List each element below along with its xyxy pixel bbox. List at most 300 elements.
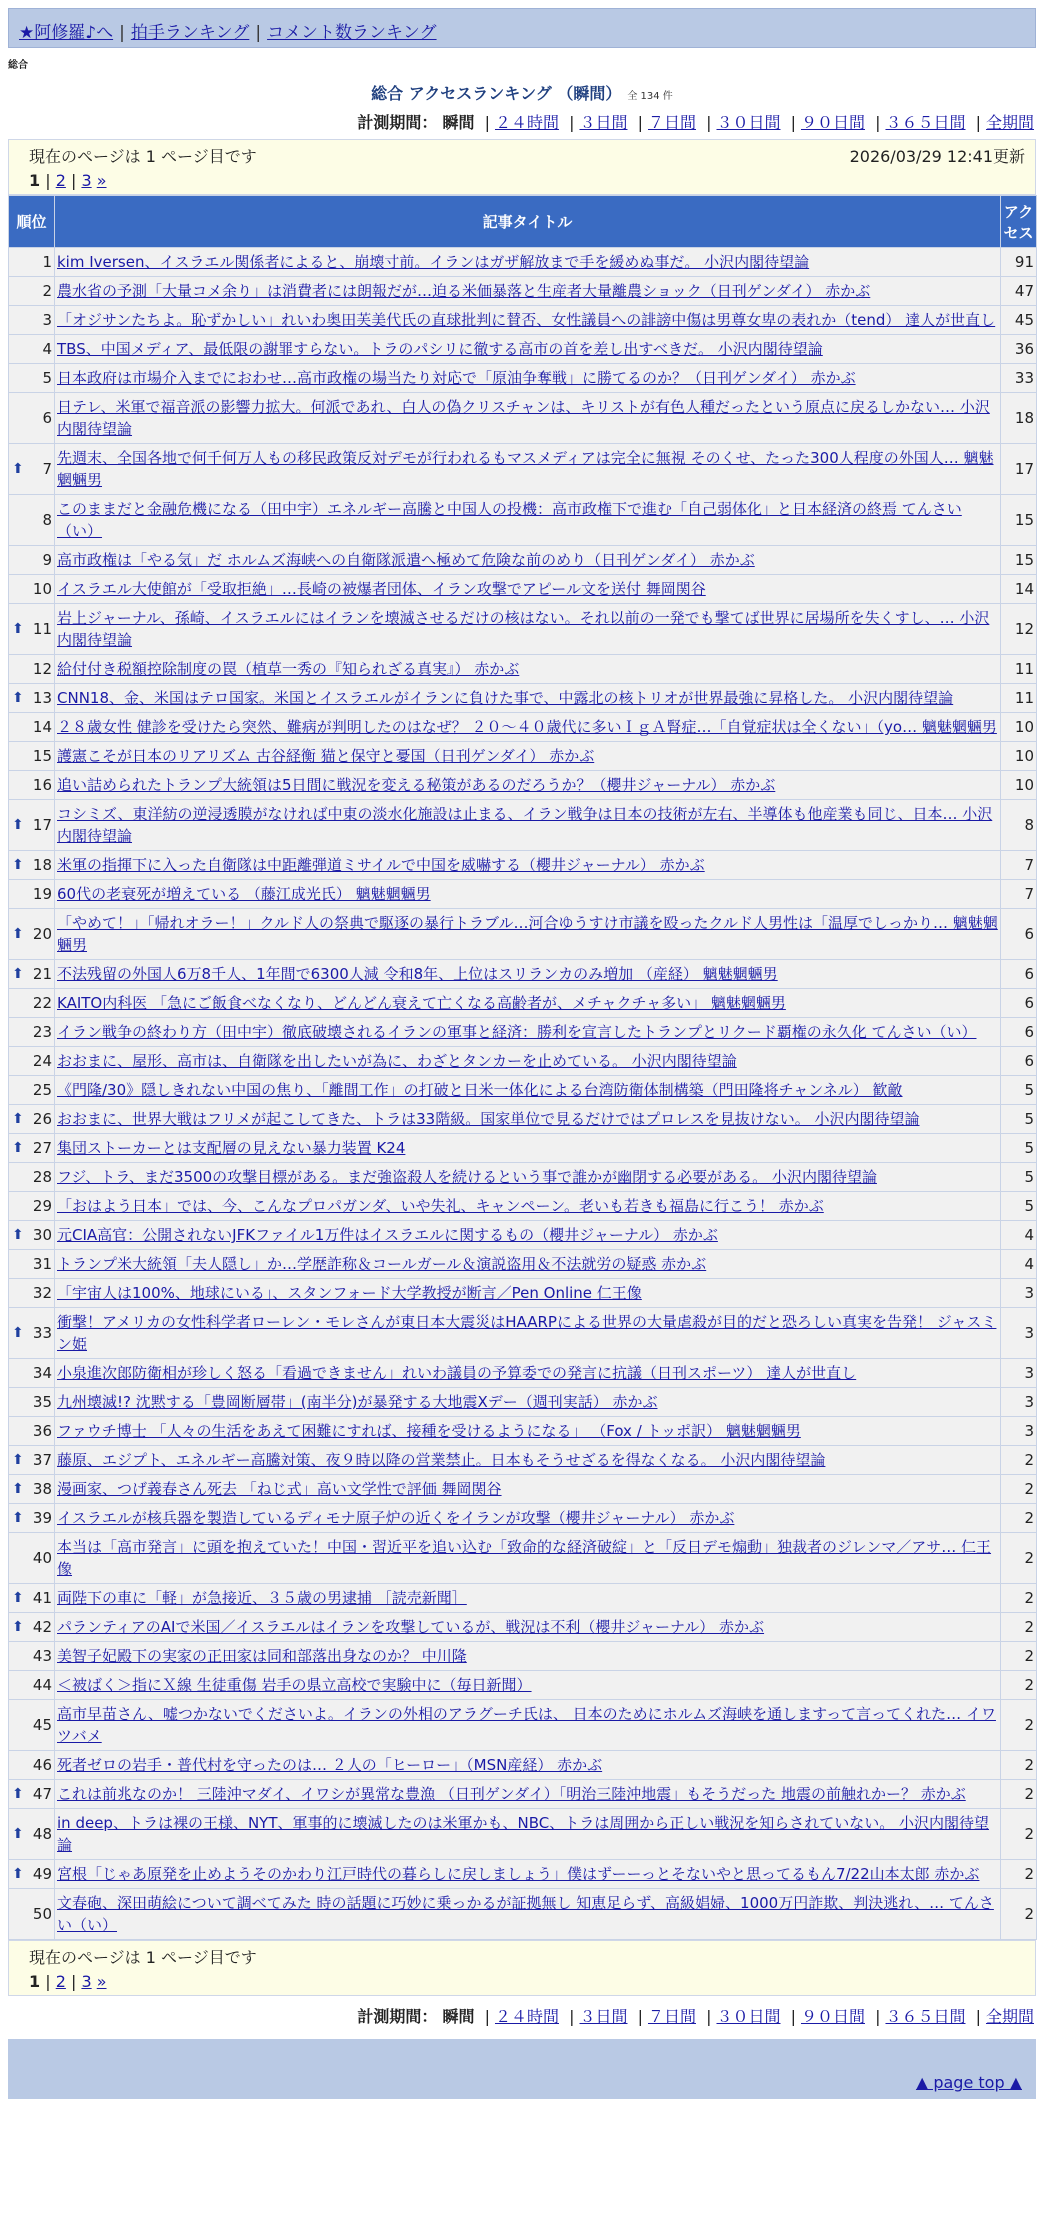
- article-title-link[interactable]: ２８歳女性 健診を受けたら突然、難病が判明したのはなぜ？ ２０～４０歳代に多いＩｇＡ腎症…「自覚症状は全くない」（yo… 魑魅魍魎男: [57, 718, 997, 736]
- title-cell: [55, 495, 1001, 546]
- footer-bar: [8, 2039, 1036, 2067]
- title-cell: [55, 713, 1001, 742]
- article-title-link[interactable]: おおまに、世界大戦はフリメが起こしてきた、トラは33階級。国家単位で見るだけではプロレスを見抜けない。 小沢内閣待望論: [57, 1110, 920, 1128]
- up-arrow-icon: ⬆: [12, 1452, 24, 1468]
- rank-number: 42: [32, 1618, 52, 1636]
- rank-number: 28: [32, 1168, 52, 1186]
- access-count: 7: [1001, 880, 1037, 909]
- rank-cell: [9, 1475, 55, 1504]
- period-link-7d[interactable]: ７日間: [647, 2007, 696, 2026]
- rank-cell: [9, 495, 55, 546]
- title-cell: [55, 575, 1001, 604]
- title-cell: [55, 1642, 1001, 1671]
- table-row: [9, 1584, 1037, 1613]
- rank-cell: [9, 1221, 55, 1250]
- table-row: [9, 1700, 1037, 1751]
- article-title-link[interactable]: ファウチ博士 「人々の生活をあえて困難にすれば、接種を受けるようになる」 （Fox / トッポ訳） 魑魅魍魎男: [57, 1422, 801, 1440]
- article-title-link[interactable]: 「おはよう日本」では、今、こんなプロパガンダ、いや失礼、キャンペーン。老いも若きも福島に行こう！ 赤かぶ: [57, 1197, 824, 1215]
- article-title-link[interactable]: 集団ストーカーとは支配層の見えない暴力装置 K24: [57, 1139, 406, 1157]
- period-link-3d[interactable]: ３日間: [579, 2007, 628, 2026]
- period-link-90d[interactable]: ９０日間: [800, 2007, 865, 2026]
- rank-number: 30: [32, 1226, 52, 1244]
- rank-cell: [9, 1780, 55, 1809]
- rank-cell: [9, 1076, 55, 1105]
- title-cell: [55, 277, 1001, 306]
- rank-cell: [9, 1308, 55, 1359]
- page-top-link[interactable]: ▲ page top ▲: [915, 2073, 1022, 2092]
- period-selector-top: 計測期間： 瞬間 | ２４時間 | ３日間 | ７日間 | ３０日間 | ９０日間 | ３６５日間 | 全期間: [357, 113, 1034, 132]
- title-cell: [55, 364, 1001, 393]
- article-title-link[interactable]: 衝撃！アメリカの女性科学者ローレン・モレさんが東日本大震災はHAARPによる世界の大量虐殺が目的だと恐ろしい真実を告発！ ジャスミン姫: [57, 1313, 997, 1353]
- article-title-link[interactable]: イラン戦争の終わり方（田中宇）徹底破壊されるイランの軍事と経済：勝利を宣言したトランプとリクード覇権の永久化 てんさい（い）: [57, 1023, 977, 1041]
- rank-number: 12: [32, 660, 52, 678]
- rank-cell: [9, 1192, 55, 1221]
- period-link-365d[interactable]: ３６５日間: [885, 2007, 966, 2026]
- pager-page-2[interactable]: 2: [55, 1972, 66, 1991]
- article-title-link[interactable]: in deep、トラは裸の王様、NYT、軍事的に壊滅したのは米軍かも、NBC、トラは周囲から正しい戦況を知らされていない。 小沢内閣待望論: [57, 1814, 989, 1854]
- up-arrow-icon: ⬆: [12, 1510, 24, 1526]
- pager-page-2[interactable]: 2: [55, 171, 66, 190]
- title-cell: [55, 1279, 1001, 1308]
- table-row: [9, 1809, 1037, 1860]
- title-cell: [55, 1359, 1001, 1388]
- rank-number: 45: [32, 1716, 52, 1734]
- title-cell: [55, 909, 1001, 960]
- access-count: 91: [1001, 248, 1037, 277]
- title-cell: [55, 1809, 1001, 1860]
- up-arrow-icon: ⬆: [12, 1619, 24, 1635]
- rank-number: 50: [32, 1905, 52, 1923]
- comment-ranking-link[interactable]: コメント数ランキング: [267, 23, 437, 43]
- period-link-24h[interactable]: ２４時間: [494, 2007, 559, 2026]
- title-cell: [55, 1613, 1001, 1642]
- rank-number: 34: [32, 1364, 52, 1382]
- ranking-table: [8, 195, 1037, 1940]
- rank-cell: [9, 604, 55, 655]
- access-count: 5: [1001, 1134, 1037, 1163]
- title-cell: [55, 989, 1001, 1018]
- rank-cell: [9, 1388, 55, 1417]
- access-count: 2: [1001, 1671, 1037, 1700]
- title-cell: [55, 1504, 1001, 1533]
- table-row: [9, 713, 1037, 742]
- period-link-all[interactable]: 全期間: [985, 2007, 1034, 2026]
- article-title-link[interactable]: 護憲こそが日本のリアリズム 古谷経衡 猫と保守と憂国（日刊ゲンダイ） 赤かぶ: [57, 747, 595, 765]
- rank-number: 6: [42, 409, 52, 427]
- article-title-link[interactable]: 九州壊滅!? 沈黙する「豊岡断層帯」(南半分)が暴発する大地震Xデー（週刊実話） 赤かぶ: [57, 1393, 658, 1411]
- access-count: 6: [1001, 1047, 1037, 1076]
- article-title-link[interactable]: 文春砲、深田萌絵について調べてみた 時の話題に巧妙に乗っかるが証拠無し 知恵足らず、高級娼婦、1000万円詐欺、判決逃れ、… てんさい（い）: [57, 1894, 994, 1934]
- rank-number: 17: [32, 816, 52, 834]
- article-title-link[interactable]: 「宇宙人は100%、地球にいる」、スタンフォード大学教授が断言／Pen Online 仁王像: [57, 1284, 642, 1302]
- title-cell: [55, 1446, 1001, 1475]
- access-count: 6: [1001, 960, 1037, 989]
- access-count: 2: [1001, 1642, 1037, 1671]
- title-cell: [55, 655, 1001, 684]
- access-count: 5: [1001, 1192, 1037, 1221]
- article-title-link[interactable]: KAITO内科医 「急にご飯食べなくなり、どんどん衰えて亡くなる高齢者が、メチャクチャ多い」 魑魅魍魎男: [57, 994, 786, 1012]
- rank-cell: [9, 546, 55, 575]
- title-cell: [55, 1700, 1001, 1751]
- rank-cell: [9, 909, 55, 960]
- pager-status: 現在のページは 1 ページ目です: [29, 147, 257, 166]
- period-link-3d[interactable]: ３日間: [579, 113, 628, 132]
- rank-cell: [9, 1163, 55, 1192]
- rank-number: 27: [32, 1139, 52, 1157]
- article-title-link[interactable]: 日テレ、米軍で福音派の影響力拡大。何派であれ、白人の偽クリスチャンは、キリストが有色人種だったという原点に戻るしかない… 小沢内閣待望論: [57, 398, 990, 438]
- access-count: 33: [1001, 364, 1037, 393]
- rank-cell: [9, 1642, 55, 1671]
- access-count: 8: [1001, 800, 1037, 851]
- table-row: [9, 851, 1037, 880]
- access-count: 15: [1001, 546, 1037, 575]
- rank-number: 48: [32, 1825, 52, 1843]
- table-row: [9, 364, 1037, 393]
- access-count: 17: [1001, 444, 1037, 495]
- rank-cell: [9, 1105, 55, 1134]
- table-row: [9, 1359, 1037, 1388]
- rank-cell: [9, 444, 55, 495]
- table-row: [9, 1417, 1037, 1446]
- table-row: [9, 655, 1037, 684]
- rank-number: 4: [42, 340, 52, 358]
- title-cell: [55, 1047, 1001, 1076]
- access-count: 2: [1001, 1504, 1037, 1533]
- rank-cell: [9, 1700, 55, 1751]
- access-count: 11: [1001, 684, 1037, 713]
- table-row: [9, 1533, 1037, 1584]
- article-title-link[interactable]: おおまに、屋形、高市は、自衛隊を出したいが為に、わざとタンカーを止めている。 小沢内閣待望論: [57, 1052, 737, 1070]
- up-arrow-icon: ⬆: [12, 857, 24, 873]
- title-cell: [55, 1860, 1001, 1889]
- title-cell: [55, 1221, 1001, 1250]
- access-count: 5: [1001, 1105, 1037, 1134]
- article-title-link[interactable]: このままだと金融危機になる（田中宇）エネルギー高騰と中国人の投機：高市政権下で進む「自己弱体化」と日本経済の終焉 てんさい（い）: [57, 500, 962, 540]
- period-label: 計測期間：: [357, 113, 438, 132]
- rank-number: 24: [32, 1052, 52, 1070]
- rank-number: 25: [32, 1081, 52, 1099]
- access-count: 18: [1001, 393, 1037, 444]
- access-count: 2: [1001, 1700, 1037, 1751]
- rank-cell: [9, 800, 55, 851]
- rank-number: 49: [32, 1865, 52, 1883]
- rank-cell: [9, 1446, 55, 1475]
- rank-number: 47: [32, 1785, 52, 1803]
- up-arrow-icon: ⬆: [12, 1481, 24, 1497]
- article-title-link[interactable]: 岩上ジャーナル、孫崎、イスラエルにはイランを壊滅させるだけの核はない。それ以前の一発でも撃てば世界に居場所を失くすし、… 小沢内閣待望論: [57, 609, 990, 649]
- rank-cell: [9, 364, 55, 393]
- access-count: 2: [1001, 1446, 1037, 1475]
- rank-number: 23: [32, 1023, 52, 1041]
- rank-number: 40: [32, 1549, 52, 1567]
- col-access-header: アクセス: [1001, 196, 1037, 248]
- table-row: [9, 306, 1037, 335]
- pager-status: 現在のページは 1 ページ目です: [29, 1948, 257, 1967]
- rank-cell: [9, 1889, 55, 1940]
- rank-number: 8: [42, 511, 52, 529]
- up-arrow-icon: ⬆: [12, 1111, 24, 1127]
- title-cell: [55, 335, 1001, 364]
- article-title-link[interactable]: 60代の老衰死が増えている （藤江成光氏） 魑魅魍魎男: [57, 885, 431, 903]
- title-cell: [55, 1533, 1001, 1584]
- pager-current-page: 1: [29, 171, 41, 190]
- home-link[interactable]: ★阿修羅♪へ: [19, 23, 114, 43]
- access-count: 2: [1001, 1751, 1037, 1780]
- rank-number: 1: [42, 253, 52, 271]
- article-title-link[interactable]: 藤原、エジプト、エネルギー高騰対策、夜９時以降の営業禁止。日本もそうせざるを得なくなる。 小沢内閣待望論: [57, 1451, 826, 1469]
- article-title-link[interactable]: 《門隆/30》隠しきれない中国の焦り、「離間工作」の打破と日米一体化による台湾防衛体制構築（門田隆将チャンネル） 歓敵: [57, 1081, 903, 1099]
- article-title-link[interactable]: 両陛下の車に「軽」が急接近、３５歳の男逮捕 ［読売新聞］: [57, 1589, 467, 1607]
- table-row: [9, 1221, 1037, 1250]
- title-cell: [55, 684, 1001, 713]
- article-title-link[interactable]: 農水省の予測「大量コメ余り」は消費者には朗報だが…迫る米価暴落と生産者大量離農ショック（日刊ゲンダイ） 赤かぶ: [57, 282, 871, 300]
- rank-cell: [9, 248, 55, 277]
- table-row: [9, 1642, 1037, 1671]
- page-top-bar: [8, 2067, 1036, 2099]
- period-current: 瞬間: [442, 113, 475, 132]
- rank-number: 44: [32, 1676, 52, 1694]
- access-count: 36: [1001, 335, 1037, 364]
- rank-cell: [9, 1047, 55, 1076]
- rank-number: 2: [42, 282, 52, 300]
- article-title-link[interactable]: コシミズ、東洋紡の逆浸透膜がなければ中東の淡水化施設は止まる、イラン戦争は日本の技術が左右、半導体も他産業も同じ、日本… 小沢内閣待望論: [57, 805, 993, 845]
- rank-number: 19: [32, 885, 52, 903]
- rank-cell: [9, 1860, 55, 1889]
- article-title-link[interactable]: 「やめて！」「帰れオラー！」クルド人の祭典で駆逐の暴行トラブル…河合ゆうすけ市議を殴ったクルド人男性は「温厚でしっかり… 魑魅魍魎男: [57, 914, 998, 954]
- article-title-link[interactable]: ＜被ばく＞指にＸ線 生徒重傷 岩手の県立高校で実験中に（毎日新聞）: [57, 1676, 532, 1694]
- rank-cell: [9, 1751, 55, 1780]
- up-arrow-icon: ⬆: [12, 1826, 24, 1842]
- period-selector-bottom: 計測期間： 瞬間 | ２４時間 | ３日間 | ７日間 | ３０日間 | ９０日間 | ３６５日間 | 全期間: [357, 2007, 1034, 2026]
- article-title-link[interactable]: 漫画家、つげ義春さん死去 「ねじ式」高い文学性で評価 舞岡関谷: [57, 1480, 502, 1498]
- article-title-link[interactable]: 小泉進次郎防衛相が珍しく怒る「看過できません」れいわ議員の予算委での発言に抗議（日刊スポーツ） 達人が世直し: [57, 1364, 857, 1382]
- rank-cell: [9, 277, 55, 306]
- up-arrow-icon: ⬆: [12, 1325, 24, 1341]
- period-link-7d[interactable]: ７日間: [647, 113, 696, 132]
- article-title-link[interactable]: イスラエル大使館が「受取拒絶」…長崎の被爆者団体、イラン攻撃でアピール文を送付 舞岡関谷: [57, 580, 706, 598]
- period-link-30d[interactable]: ３０日間: [716, 2007, 781, 2026]
- access-count: 14: [1001, 575, 1037, 604]
- rank-cell: [9, 1134, 55, 1163]
- rank-cell: [9, 655, 55, 684]
- article-title-link[interactable]: 不法残留の外国人6万8千人、1年間で6300人減 令和8年、上位はスリランカのみ増加 （産経） 魑魅魍魎男: [57, 965, 778, 983]
- article-title-link[interactable]: これは前兆なのか！ 三陸沖マダイ、イワシが異常な豊漁 （日刊ゲンダイ）「明治三陸沖地震」もそうだった 地震の前触れかー？ 赤かぶ: [57, 1785, 966, 1803]
- category-label: 総合: [8, 60, 28, 71]
- article-title-link[interactable]: TBS、中国メディア、最低限の謝罪すらない。トラのパシリに徹する高市の首を差し出すべきだ。 小沢内閣待望論: [57, 340, 823, 358]
- top-nav-bar: [8, 8, 1036, 48]
- access-count: 45: [1001, 306, 1037, 335]
- rank-number: 46: [32, 1756, 52, 1774]
- article-title-link[interactable]: フジ、トラ、まだ3500の攻撃目標がある。まだ強盗殺人を続けるという事で誰かが幽閉する必要がある。 小沢内閣待望論: [57, 1168, 877, 1186]
- rank-cell: [9, 851, 55, 880]
- table-row: [9, 546, 1037, 575]
- access-count: 5: [1001, 1076, 1037, 1105]
- access-count: 47: [1001, 277, 1037, 306]
- rank-cell: [9, 1359, 55, 1388]
- rank-number: 32: [32, 1284, 52, 1302]
- article-title-link[interactable]: 高市早苗さん、嘘つかないでくださいよ。イランの外相のアラグーチ氏は、 日本のためにホルムズ海峡を通しますって言ってくれた… イワツバメ: [57, 1705, 996, 1745]
- title-cell: [55, 444, 1001, 495]
- pager-page-3[interactable]: 3: [81, 1972, 92, 1991]
- title-cell: [55, 1105, 1001, 1134]
- col-rank-header: 順位: [9, 196, 55, 248]
- table-row: [9, 684, 1037, 713]
- rank-cell: [9, 575, 55, 604]
- access-count: 4: [1001, 1221, 1037, 1250]
- up-arrow-icon: ⬆: [12, 1140, 24, 1156]
- up-arrow-icon: ⬆: [12, 1227, 24, 1243]
- rank-cell: [9, 1250, 55, 1279]
- rank-cell: [9, 1018, 55, 1047]
- up-arrow-icon: ⬆: [12, 690, 24, 706]
- article-title-link[interactable]: 死者ゼロの岩手・普代村を守ったのは… ２人の「ヒーロー」（MSN産経） 赤かぶ: [57, 1756, 603, 1774]
- table-row: [9, 989, 1037, 1018]
- access-count: 3: [1001, 1308, 1037, 1359]
- period-link-30d[interactable]: ３０日間: [716, 113, 781, 132]
- ranking-title: 総合 アクセスランキング （瞬間）: [371, 84, 622, 103]
- rank-number: 29: [32, 1197, 52, 1215]
- title-cell: [55, 1388, 1001, 1417]
- table-row: [9, 1889, 1037, 1940]
- title-cell: [55, 742, 1001, 771]
- rank-number: 13: [32, 689, 52, 707]
- up-arrow-icon: ⬆: [12, 817, 24, 833]
- rank-number: 39: [32, 1509, 52, 1527]
- article-title-link[interactable]: 本当は「高市発言」に頭を抱えていた！中国・習近平を追い込む「致命的な経済破綻」と「反日デモ煽動」独裁者のジレンマ／アサ… 仁王像: [57, 1538, 992, 1578]
- access-count: 3: [1001, 1279, 1037, 1308]
- rank-number: 38: [32, 1480, 52, 1498]
- rank-number: 26: [32, 1110, 52, 1128]
- clap-ranking-link[interactable]: 拍手ランキング: [130, 23, 250, 43]
- up-arrow-icon: ⬆: [12, 621, 24, 637]
- article-title-link[interactable]: kim Iversen、イスラエル関係者によると、崩壊寸前。イランはガザ解放まで手を緩めぬ事だ。 小沢内閣待望論: [57, 253, 810, 271]
- table-row: [9, 495, 1037, 546]
- table-row: [9, 1613, 1037, 1642]
- title-cell: [55, 1780, 1001, 1809]
- title-cell: [55, 1134, 1001, 1163]
- rank-cell: [9, 393, 55, 444]
- table-row: [9, 1192, 1037, 1221]
- title-cell: [55, 1076, 1001, 1105]
- access-count: 15: [1001, 495, 1037, 546]
- table-row: [9, 960, 1037, 989]
- period-link-365d[interactable]: ３６５日間: [885, 113, 966, 132]
- up-arrow-icon: ⬆: [12, 1866, 24, 1882]
- total-count: 全 134 件: [627, 91, 673, 102]
- rank-cell: [9, 1809, 55, 1860]
- title-cell: [55, 1308, 1001, 1359]
- table-header-row: [9, 196, 1037, 248]
- table-row: [9, 604, 1037, 655]
- title-cell: [55, 1250, 1001, 1279]
- title-cell: [55, 771, 1001, 800]
- title-cell: [55, 851, 1001, 880]
- table-row: [9, 1751, 1037, 1780]
- article-title-link[interactable]: 先週末、全国各地で何千何万人もの移民政策反対デモが行われるもマスメディアは完全に無視 そのくせ、たった300人程度の外国人… 魑魅魍魎男: [57, 449, 994, 489]
- article-title-link[interactable]: 日本政府は市場介入までにおわせ…高市政権の場当たり対応で「原油争奪戦」に勝てるのか？（日刊ゲンダイ） 赤かぶ: [57, 369, 856, 387]
- access-count: 7: [1001, 851, 1037, 880]
- table-row: [9, 1504, 1037, 1533]
- access-count: 6: [1001, 989, 1037, 1018]
- period-current: 瞬間: [442, 2007, 475, 2026]
- article-title-link[interactable]: 給付付き税額控除制度の罠（植草一秀の『知られざる真実』） 赤かぶ: [57, 660, 520, 678]
- access-count: 12: [1001, 604, 1037, 655]
- table-row: [9, 1671, 1037, 1700]
- pager-top: 現在のページは 1 ページ目です 2026/03/29 12:41更新 1 | 2 | 3 »: [8, 139, 1036, 195]
- table-row: [9, 575, 1037, 604]
- rank-cell: [9, 771, 55, 800]
- article-title-link[interactable]: 追い詰められたトランプ大統領は5日間に戦況を変える秘策があるのだろうか？（櫻井ジャーナル） 赤かぶ: [57, 776, 776, 794]
- pager-next[interactable]: »: [96, 171, 107, 190]
- period-link-all[interactable]: 全期間: [985, 113, 1034, 132]
- title-cell: [55, 546, 1001, 575]
- article-title-link[interactable]: 米軍の指揮下に入った自衛隊は中距離弾道ミサイルで中国を威嚇する（櫻井ジャーナル） 赤かぶ: [57, 856, 705, 874]
- rank-cell: [9, 1417, 55, 1446]
- period-link-24h[interactable]: ２４時間: [494, 113, 559, 132]
- rank-number: 36: [32, 1422, 52, 1440]
- article-title-link[interactable]: イスラエルが核兵器を製造しているディモナ原子炉の近くをイランが攻撃（櫻井ジャーナル） 赤かぶ: [57, 1509, 735, 1527]
- rank-cell: [9, 1671, 55, 1700]
- table-row: [9, 1134, 1037, 1163]
- table-row: [9, 1163, 1037, 1192]
- title-cell: [55, 248, 1001, 277]
- title-cell: [55, 960, 1001, 989]
- table-row: [9, 444, 1037, 495]
- article-title-link[interactable]: 高市政権は「やる気」だ ホルムズ海峡への自衛隊派遣へ極めて危険な前のめり（日刊ゲンダイ） 赤かぶ: [57, 551, 755, 569]
- title-cell: [55, 1751, 1001, 1780]
- title-cell: [55, 1584, 1001, 1613]
- article-title-link[interactable]: パランティアのAIで米国／イスラエルはイランを攻撃しているが、戦況は不利（櫻井ジャーナル） 赤かぶ: [57, 1618, 765, 1636]
- rank-number: 41: [32, 1589, 52, 1607]
- access-count: 3: [1001, 1417, 1037, 1446]
- rank-number: 3: [42, 311, 52, 329]
- table-row: [9, 1780, 1037, 1809]
- access-count: 2: [1001, 1860, 1037, 1889]
- title-cell: [55, 393, 1001, 444]
- article-title-link[interactable]: 「オジサンたちよ。恥ずかしい」れいわ奥田芙美代氏の直球批判に賛否、女性議員への誹謗中傷は男尊女卑の表れか（tend） 達人が世直し: [57, 311, 996, 329]
- access-count: 2: [1001, 1533, 1037, 1584]
- nav-separator: |: [255, 23, 262, 43]
- pager-page-3[interactable]: 3: [81, 171, 92, 190]
- rank-cell: [9, 335, 55, 364]
- table-row: [9, 1047, 1037, 1076]
- rank-number: 37: [32, 1451, 52, 1469]
- page-title: [0, 81, 1044, 104]
- table-row: [9, 771, 1037, 800]
- table-row: [9, 248, 1037, 277]
- rank-number: 22: [32, 994, 52, 1012]
- article-title-link[interactable]: 元CIA高官：公開されないJFKファイル1万件はイスラエルに関するもの（櫻井ジャーナル） 赤かぶ: [57, 1226, 718, 1244]
- rank-number: 14: [32, 718, 52, 736]
- access-count: 2: [1001, 1809, 1037, 1860]
- pager-current-page: 1: [29, 1972, 41, 1991]
- period-link-90d[interactable]: ９０日間: [800, 113, 865, 132]
- rank-cell: [9, 1504, 55, 1533]
- rank-number: 15: [32, 747, 52, 765]
- up-arrow-icon: ⬆: [12, 966, 24, 982]
- table-row: [9, 1105, 1037, 1134]
- rank-number: 5: [42, 369, 52, 387]
- pager-next[interactable]: »: [96, 1972, 107, 1991]
- table-row: [9, 800, 1037, 851]
- table-row: [9, 742, 1037, 771]
- article-title-link[interactable]: トランプ米大統領「夫人隠し」か…学歴詐称＆コールガール＆演説盗用＆不法就労の疑惑 赤かぶ: [57, 1255, 707, 1273]
- article-title-link[interactable]: 宮根「じゃあ原発を止めようそのかわり江戸時代の暮らしに戻しましょう」僕はずーーっとそないやと思ってるもん7/22山本太郎 赤かぶ: [57, 1865, 980, 1883]
- article-title-link[interactable]: CNN18、金、米国はテロ国家。米国とイスラエルがイランに負けた事で、中露北の核トリオが世界最強に昇格した。 小沢内閣待望論: [57, 689, 954, 707]
- article-title-link[interactable]: 美智子妃殿下の実家の正田家は同和部落出身なのか？ 中川隆: [57, 1647, 467, 1665]
- table-row: [9, 1250, 1037, 1279]
- access-count: 6: [1001, 909, 1037, 960]
